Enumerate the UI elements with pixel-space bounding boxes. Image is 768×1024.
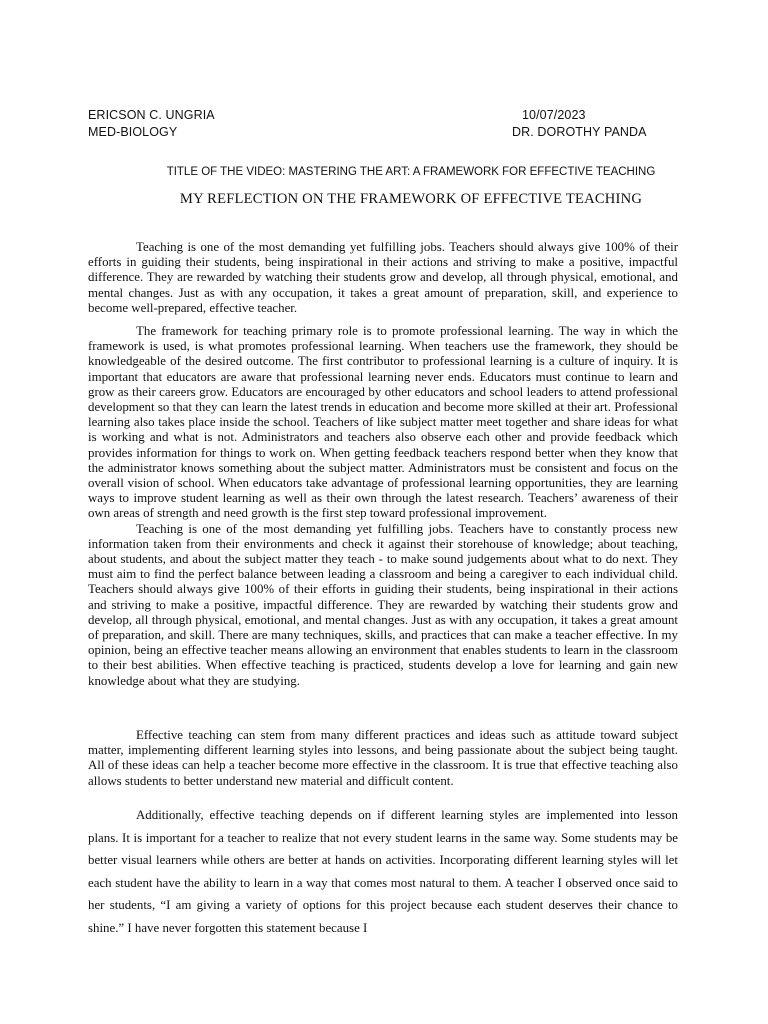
paragraph-4-block [88, 728, 678, 789]
program-name: MED-BIOLOGY [88, 125, 178, 139]
paragraph-1-block [88, 240, 678, 316]
paragraph-5-block [88, 804, 678, 939]
reflection-title: MY REFLECTION ON THE FRAMEWORK OF EFFECTIVE TEACHING [179, 191, 643, 207]
paragraph: Effective teaching can stem from many different practices and ideas such as attitude toward subject matter, implementing different learning styles into lessons, and being passionate about the subject being taught. All of these ideas can help a teacher become more effective in the classroom. It is true that effective teaching also allows students to better understand new material and difficult content. [88, 728, 678, 788]
video-title: TITLE OF THE VIDEO: MASTERING THE ART: A FRAMEWORK FOR EFFECTIVE TEACHING [166, 166, 656, 178]
author-name: ERICSON C. UNGRIA [88, 108, 215, 122]
paragraph: Teaching is one of the most demanding yet fulfilling jobs. Teachers have to constantly process new information taken from their environments and check it against their storehouse of knowledge; about teaching, about students, and about the subject matter they teach - to make sound judgements about what to do next. They must aim to find the perfect balance between leading a classroom and being a caregiver to each individual child. Teachers should always give 100% of their efforts in guiding their students, being inspirational in their actions and striving to make a positive, impactful difference. They are rewarded by watching their students grow and develop, all through physical, emotional, and mental changes. Just as with any occupation, it takes a great amount of preparation, and skill. There are many techniques, skills, and practices that can make a teacher effective. In my opinion, being an effective teacher means allowing an environment that enables students to learn in the classroom to their best abilities. When effective teaching is practiced, students develop a love for learning and gain new knowledge about what they are studying. [88, 521, 678, 688]
paragraph: Additionally, effective teaching depends on if different learning styles are implemented into lesson plans. It is important for a teacher to realize that not every student learns in the same way. Some students may be better visual learners while others are better at hands on activities. Incorporating different learning styles will let each student have the ability to learn in a way that comes most natural to them. A teacher I observed once said to her students, “I am giving a variety of options for this project because each student deserves their chance to shine.” I have never forgotten this statement because I [88, 808, 678, 935]
paragraph: The framework for teaching primary role is to promote professional learning. The way in which the framework is used, is what promotes professional learning. When teachers use the framework, they should be knowledgeable of the desired outcome. The first contributor to professional learning is a culture of inquiry. It is important that educators are aware that professional learning never ends. Educators must continue to learn and grow as their careers grow. Educators are encouraged by other educators and school leaders to attend professional development so that they can learn the latest trends in education and become more skilled at their art. Professional learning also takes place inside the school. Teachers of like subject matter meet together and share ideas for what is working and what is not. Administrators and teachers also observe each other and provide feedback which provides information for things to work on. When getting feedback teachers respond better when they know that the administrator knows something about the subject matter. Administrators must be consistent and focus on the overall vision of school. When educators take advantage of professional learning opportunities, they are learning ways to improve student learning as well as their own through the latest research. Teachers’ awareness of their own areas of strength and need growth is the first step toward professional improvement. [88, 324, 678, 521]
date: 10/07/2023 [522, 108, 586, 122]
paragraph-2-3-block [88, 324, 678, 689]
paragraph: Teaching is one of the most demanding yet fulfilling jobs. Teachers should always give 100% of their efforts in guiding their students, being inspirational in their actions and striving to make a positive, impactful difference. They are rewarded by watching their students grow and develop, all through physical, emotional, and mental changes. Just as with any occupation, it takes a great amount of preparation, skill, and experience to become well-prepared, effective teacher. [88, 240, 678, 315]
instructor-name: DR. DOROTHY PANDA [512, 125, 647, 139]
